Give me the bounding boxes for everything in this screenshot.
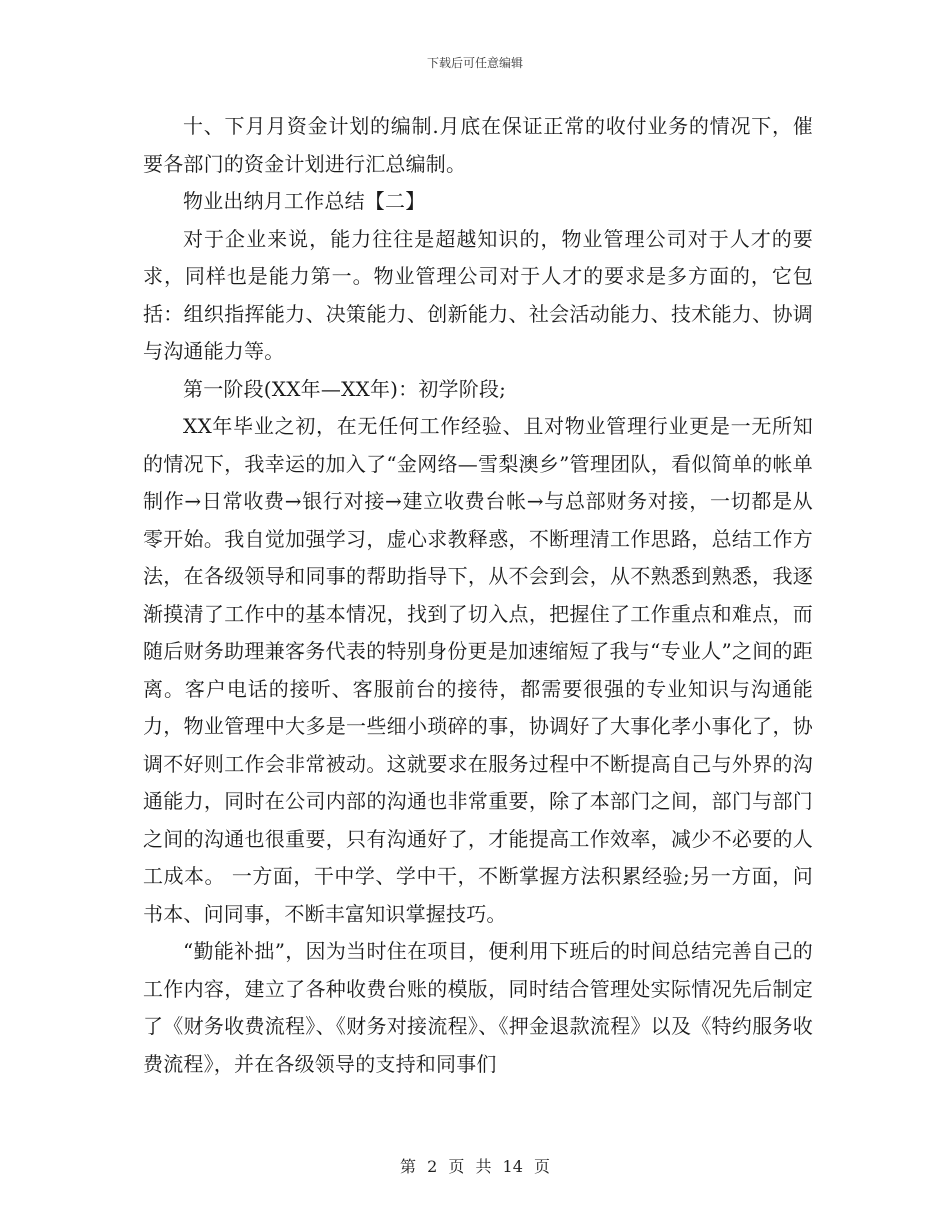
paragraph-item-10: 十、下月月资金计划的编制.月底在保证正常的收付业务的情况下，催要各部门的资金计划进行汇总编制。	[143, 114, 813, 176]
paragraph-intro: 对于企业来说，能力往往是超越知识的，物业管理公司对于人才的要求，同样也是能力第一。物业管理公司对于人才的要求是多方面的，它包括：组织指挥能力、决策能力、创新能力、社会活动能力、技术能力、协调与沟通能力等。	[143, 226, 813, 363]
section-title: 物业出纳月工作总结【二】	[183, 189, 426, 213]
page-header: 下载后可任意编辑	[426, 56, 523, 70]
stage-heading: 第一阶段(XX年—XX年)：初学阶段;	[183, 376, 507, 401]
page-footer: 第 2 页 共 14 页	[400, 1157, 550, 1176]
paragraph-diligence: “勤能补拙”，因为当时住在项目，便利用下班后的时间总结完善自己的工作内容，建立了各种收费台账的模版，同时结合管理处实际情况先后制定了《财务收费流程》、《财务对接流程》、《押金退款流程》以及《特约服务收费流程》，并在各级领导的支持和同事们	[143, 939, 813, 1076]
document-body	[143, 108, 813, 1083]
paragraph-stage-detail: XX年毕业之初，在无任何工作经验、且对物业管理行业更是一无所知的情况下，我幸运的加入了“金网络—雪梨澳乡”管理团队，看似简单的帐单制作→日常收费→银行对接→建立收费台帐→与总部财务对接，一切都是从零开始。我自觉加强学习，虚心求教释惑，不断理清工作思路，总结工作方法，在各级领导和同事的帮助指导下，从不会到会，从不熟悉到熟悉，我逐渐摸清了工作中的基本情况，找到了切入点，把握住了工作重点和难点，而随后财务助理兼客务代表的特别身份更是加速缩短了我与“专业人”之间的距离。客户电话的接听、客服前台的接待，都需要很强的专业知识与沟通能力，物业管理中大多是一些细小琐碎的事，协调好了大事化孝小事化了，协调不好则工作会非常被动。这就要求在服务过程中不断提高自己与外界的沟通能力，同时在公司内部的沟通也非常重要，除了本部门之间，部门与部门之间的沟通也很重要，只有沟通好了，才能提高工作效率，减少不必要的人工成本。 一方面，干中学、学中干，不断掌握方法积累经验;另一方面，问书本、问同事，不断丰富知识掌握技巧。	[143, 414, 813, 926]
